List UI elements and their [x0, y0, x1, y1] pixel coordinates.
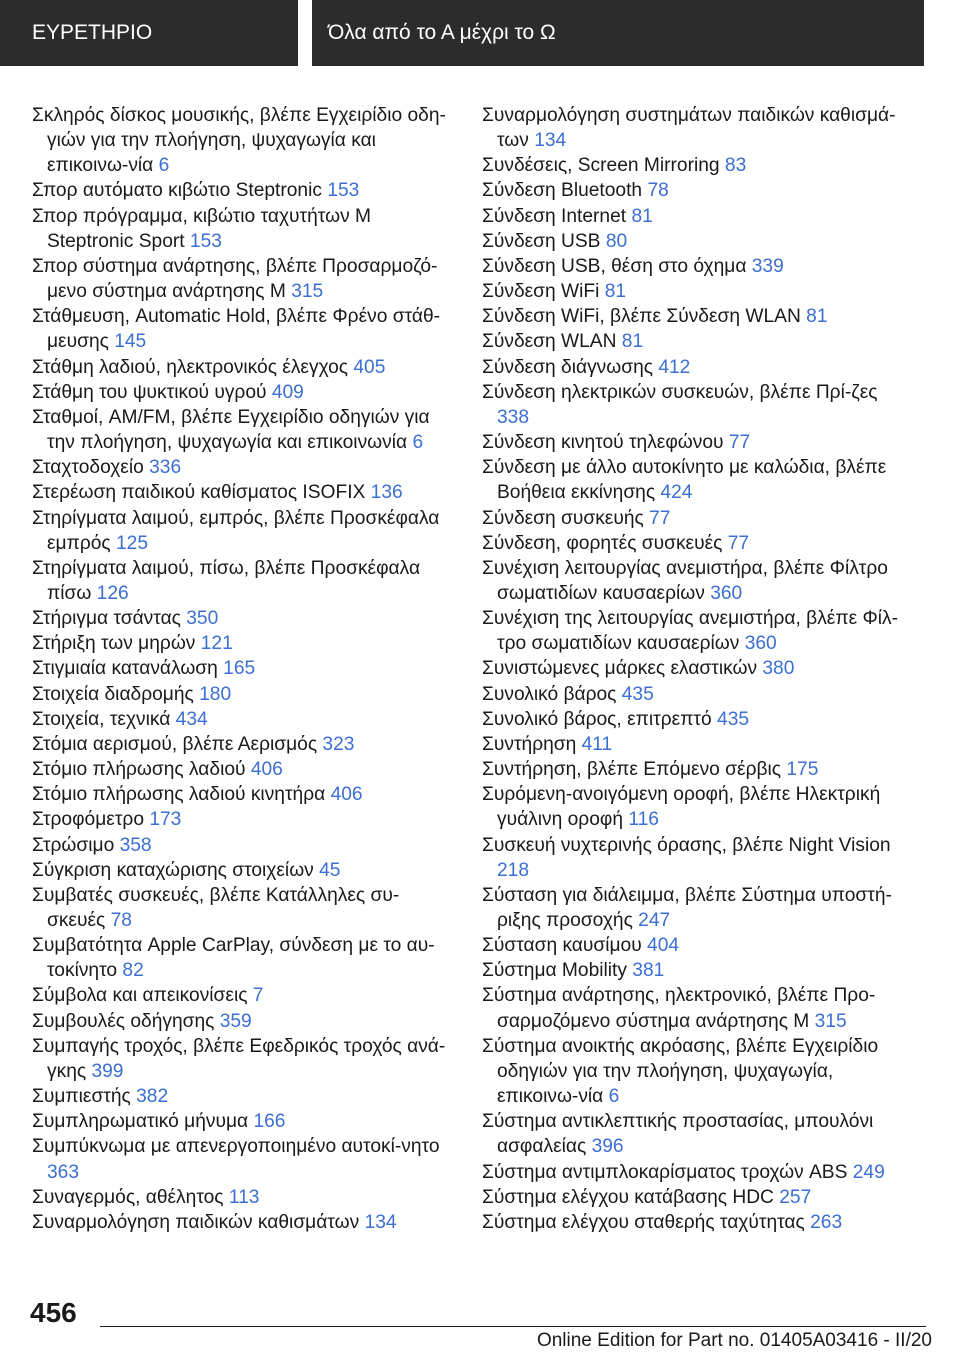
entry-text: Σύγκριση καταχώρισης στοιχείων — [32, 859, 320, 881]
page-link[interactable]: 257 — [779, 1186, 812, 1208]
page-link[interactable]: 381 — [632, 960, 665, 982]
entry-text: Συρόμενη-ανοιγόμενη οροφή, βλέπε Ηλεκτρική γυάλινη οροφή — [482, 784, 881, 831]
page-link[interactable]: 80 — [605, 230, 628, 252]
entry-text: Σύνδεση WiFi — [482, 281, 605, 303]
entry-text: Στιγμιαία κατανάλωση — [32, 658, 224, 680]
index-entry — [32, 933, 457, 983]
entry-text: Στόμιο πλήρωσης λαδιού — [32, 759, 251, 781]
page-link[interactable]: 145 — [114, 331, 147, 353]
entry-text: Στήριγμα τσάντας — [32, 608, 187, 630]
page-link[interactable]: 136 — [370, 482, 403, 504]
page-link[interactable]: 360 — [710, 582, 743, 604]
page-link[interactable]: 404 — [647, 935, 680, 957]
entry-text: Σύνδεση Internet — [482, 205, 632, 227]
page-link[interactable]: 218 — [497, 859, 530, 881]
entry-text: Σπορ σύστημα ανάρτησης, βλέπε Προσαρμοζό‐μενο σύστημα ανάρτησης M — [32, 255, 438, 303]
entry-text: Στρώσιμο — [32, 834, 120, 856]
entry-text: Συνδέσεις, Screen Mirroring — [482, 155, 725, 177]
entry-text: Συνιστώμενες μάρκες ελαστικών — [482, 658, 763, 680]
page-link[interactable]: 249 — [852, 1161, 885, 1183]
entry-text: Σύνδεση, φορητές συσκευές — [482, 532, 728, 554]
index-entry — [32, 304, 457, 354]
entry-text: Συνολικό βάρος, επιτρεπτό — [482, 708, 718, 730]
entry-text: Σύστημα αντικλεπτικής προστασίας, μπουλόνι ασφαλείας — [482, 1111, 874, 1158]
index-entry — [32, 631, 457, 656]
entry-text: Σύνδεση διάγνωσης — [482, 356, 659, 378]
index-entry — [482, 103, 912, 153]
footer-divider — [100, 1326, 926, 1327]
entry-text: Στάθμη λαδιού, ηλεκτρονικός έλεγχος — [32, 356, 354, 378]
entry-text: Σταθμοί, AM/FM, βλέπε Εγχειρίδιο οδηγιών για την πλοήγηση, ψυχαγωγία και επικοινωνία — [32, 406, 430, 454]
page-link[interactable]: 412 — [658, 356, 691, 378]
entry-text: Συναρμολόγηση συστημάτων παιδικών καθισμά‐των — [482, 105, 896, 152]
index-entry — [32, 682, 457, 707]
entry-text: Συναρμολόγηση παιδικών καθισμάτων — [32, 1211, 365, 1233]
index-entry — [32, 204, 457, 254]
page-link[interactable]: 81 — [631, 205, 653, 227]
index-entry — [32, 883, 457, 933]
index-entry — [32, 807, 457, 832]
page-link[interactable]: 424 — [660, 482, 693, 504]
page-link[interactable]: 363 — [47, 1161, 80, 1183]
index-entry — [32, 606, 457, 631]
entry-text: Σύνδεση με άλλο αυτοκίνητο με καλώδια, βλέπε Βοήθεια εκκίνησης — [482, 457, 887, 504]
page-link[interactable]: 406 — [330, 784, 363, 806]
index-entry — [32, 983, 457, 1008]
page-link[interactable]: 125 — [116, 532, 149, 554]
entry-text: Συντήρηση — [482, 733, 582, 755]
index-entry — [482, 1210, 912, 1235]
index-entry — [32, 480, 457, 505]
page-link[interactable]: 77 — [649, 507, 671, 529]
page-link[interactable]: 315 — [291, 281, 324, 303]
index-entry — [482, 757, 912, 782]
page-link[interactable]: 134 — [364, 1211, 397, 1233]
index-entry — [32, 782, 457, 807]
index-entry — [482, 1185, 912, 1210]
index-entry — [32, 380, 457, 405]
index-entry — [482, 1034, 912, 1109]
page-link[interactable]: 113 — [228, 1186, 260, 1208]
index-entry — [482, 556, 912, 606]
entry-text: Στροφόμετρο — [32, 809, 150, 831]
page-link[interactable]: 153 — [327, 180, 360, 202]
entry-text: Στάθμευση, Automatic Hold, βλέπε Φρένο στάθ‐μευσης — [32, 306, 441, 353]
entry-text: Σύνδεση κινητού τηλεφώνου — [482, 432, 729, 454]
index-entry — [32, 1034, 457, 1084]
page-link[interactable]: 121 — [200, 633, 233, 655]
index-entry — [482, 254, 912, 279]
index-entry — [482, 355, 912, 380]
index-entry — [482, 506, 912, 531]
page-link[interactable]: 166 — [253, 1111, 286, 1133]
entry-text: Σκληρός δίσκος μουσικής, βλέπε Εγχειρίδιο οδη‐γιών για την πλοήγηση, ψυχαγωγία και επικοινω‐νία — [32, 105, 446, 177]
entry-text: Συντήρηση, βλέπε Επόμενο σέρβις — [482, 759, 787, 781]
entry-text: Σταχτοδοχείο — [32, 457, 150, 479]
index-entry — [32, 355, 457, 380]
footer-edition: Online Edition for Part no. 01405A03416 - II/20 — [536, 1330, 932, 1351]
index-entry — [482, 279, 912, 304]
page-link[interactable]: 81 — [621, 331, 644, 353]
page-link[interactable]: 180 — [199, 683, 232, 705]
entry-text: Σύστημα ανάρτησης, ηλεκτρονικό, βλέπε Προ‐σαρμοζόμενο σύστημα ανάρτησης M — [482, 985, 876, 1032]
page-link[interactable]: 45 — [319, 859, 341, 881]
page-link[interactable]: 175 — [786, 759, 819, 781]
index-entry — [482, 958, 912, 983]
entry-text: Στάθμη του ψυκτικού υγρού — [32, 381, 272, 403]
index-entry — [482, 732, 912, 757]
page-link[interactable]: 165 — [223, 658, 256, 680]
page-link[interactable]: 6 — [158, 155, 170, 177]
index-entry — [32, 1185, 457, 1210]
index-entry — [482, 1109, 912, 1159]
entry-text: Στερέωση παιδικού καθίσματος ISOFIX — [32, 482, 371, 504]
page-link[interactable]: 350 — [186, 608, 219, 630]
index-entry — [482, 833, 912, 883]
section-tab: ΕΥΡΕΤΗΡΙΟ — [0, 0, 298, 66]
entry-text: Σπορ πρόγραμμα, κιβώτιο ταχυτήτων M Steptronic Sport — [32, 205, 371, 252]
index-entry — [32, 858, 457, 883]
page-link[interactable]: 339 — [751, 255, 784, 277]
index-entry — [32, 405, 457, 455]
index-entry — [482, 983, 912, 1033]
entry-text: Σύνδεση WiFi, βλέπε Σύνδεση WLAN — [482, 306, 807, 328]
page-link[interactable]: 323 — [322, 733, 355, 755]
index-entry — [482, 178, 912, 203]
page-link[interactable]: 126 — [96, 582, 129, 604]
page-number: 456 — [30, 1297, 77, 1328]
entry-text: Στοιχεία διαδρομής — [32, 683, 200, 705]
entry-text: Στηρίγματα λαιμού, εμπρός, βλέπε Προσκέφαλα εμπρός — [32, 507, 440, 554]
page-link[interactable]: 406 — [250, 759, 283, 781]
index-entry — [32, 506, 457, 556]
entry-text: Σύνδεση USB, θέση στο όχημα — [482, 255, 752, 277]
index-entry — [32, 254, 457, 304]
page-link[interactable]: 6 — [412, 432, 424, 454]
entry-text: Στόμια αερισμού, βλέπε Αερισμός — [32, 733, 323, 755]
page-link[interactable]: 7 — [252, 985, 264, 1007]
entry-text: Συνολικό βάρος — [482, 683, 622, 705]
index-entry — [32, 732, 457, 757]
index-entry — [482, 1160, 912, 1185]
page-link[interactable]: 82 — [122, 960, 144, 982]
entry-text: Συνέχιση λειτουργίας ανεμιστήρα, βλέπε Φίλτρο σωματιδίων καυσαερίων — [482, 557, 888, 604]
index-entry — [32, 103, 457, 178]
index-entry — [32, 1210, 457, 1235]
page-link[interactable]: 434 — [175, 708, 208, 730]
index-entry — [482, 229, 912, 254]
index-entry — [32, 757, 457, 782]
page-link[interactable]: 315 — [814, 1010, 847, 1032]
entry-text: Σύστημα Mobility — [482, 960, 633, 982]
entry-text: Στόμιο πλήρωσης λαδιού κινητήρα — [32, 784, 331, 806]
page-link[interactable]: 405 — [353, 356, 386, 378]
page-link[interactable]: 435 — [717, 708, 750, 730]
entry-text: Σύνδεση WLAN — [482, 331, 622, 353]
page-link[interactable]: 153 — [189, 230, 222, 252]
index-entry — [32, 1009, 457, 1034]
index-entry — [32, 1084, 457, 1109]
entry-text: Συμπληρωματικό μήνυμα — [32, 1111, 254, 1133]
index-entry — [32, 1134, 457, 1184]
entry-text: Συνέχιση της λειτουργίας ανεμιστήρα, βλέπε Φίλ‐τρο σωματιδίων καυσαερίων — [482, 608, 899, 655]
page-link[interactable]: 409 — [271, 381, 304, 403]
page-link[interactable]: 247 — [638, 910, 671, 931]
page-link[interactable]: 77 — [727, 532, 750, 554]
page-link[interactable]: 78 — [647, 180, 669, 202]
index-entry — [32, 455, 457, 480]
page-link[interactable]: 382 — [136, 1086, 169, 1108]
entry-text: Σύνδεση Bluetooth — [482, 180, 648, 202]
page-link[interactable]: 411 — [581, 733, 613, 755]
entry-text: Συμπύκνωμα με απενεργοποιημένο αυτοκί‐νητο — [32, 1136, 440, 1158]
page-link[interactable]: 263 — [810, 1211, 843, 1233]
index-entry — [482, 430, 912, 455]
page-link[interactable]: 116 — [628, 809, 659, 831]
index-column-left — [32, 103, 457, 1235]
page-link[interactable]: 396 — [591, 1136, 624, 1158]
page-link[interactable]: 358 — [119, 834, 152, 856]
page-link[interactable]: 173 — [149, 809, 182, 831]
entry-text: Σπορ αυτόματο κιβώτιο Steptronic — [32, 180, 328, 202]
entry-text: Σύνδεση συσκευής — [482, 507, 650, 529]
index-entry — [482, 204, 912, 229]
index-entry — [32, 833, 457, 858]
index-entry — [32, 178, 457, 203]
index-entry — [482, 782, 912, 832]
entry-text: Στηρίγματα λαιμού, πίσω, βλέπε Προσκέφαλα πίσω — [32, 557, 421, 604]
page-link[interactable]: 360 — [744, 633, 777, 655]
entry-text: Σύνδεση USB — [482, 230, 606, 252]
entry-text: Συμβατότητα Apple CarPlay, σύνδεση με το αυ‐τοκίνητο — [32, 935, 435, 982]
entry-text: Συμβουλές οδήγησης — [32, 1010, 220, 1032]
page-link[interactable]: 77 — [728, 432, 751, 454]
entry-text: Στοιχεία, τεχνικά — [32, 708, 176, 730]
index-entry — [482, 380, 912, 430]
page-link[interactable]: 83 — [724, 155, 747, 177]
index-entry — [32, 707, 457, 732]
page-link[interactable]: 78 — [110, 910, 132, 931]
page-link[interactable]: 81 — [806, 306, 828, 328]
page-link[interactable]: 81 — [604, 281, 627, 303]
entry-text: Σύμβολα και απεικονίσεις — [32, 985, 253, 1007]
entry-text: Συμπιεστής — [32, 1086, 137, 1108]
index-entry — [482, 656, 912, 681]
entry-text: Σύσταση καυσίμου — [482, 935, 648, 957]
entry-text: Συμβατές συσκευές, βλέπε Κατάλληλες συ‐σκευές — [32, 884, 400, 931]
entry-text: Σύσταση για διάλειμμα, βλέπε Σύστημα υποστή‐ριξης προσοχής — [482, 884, 892, 931]
index-entry — [482, 606, 912, 656]
index-entry — [32, 656, 457, 681]
entry-text: Σύνδεση ηλεκτρικών συσκευών, βλέπε Πρί‐ζες — [482, 381, 878, 403]
page-link[interactable]: 134 — [534, 130, 567, 152]
page-link[interactable]: 338 — [497, 406, 530, 428]
index-entry — [32, 556, 457, 606]
index-entry — [482, 304, 912, 329]
entry-text: Συναγερμός, αθέλητος — [32, 1186, 229, 1208]
index-entry — [482, 707, 912, 732]
index-entry — [482, 329, 912, 354]
page-link[interactable]: 336 — [149, 457, 182, 479]
index-entry — [482, 933, 912, 958]
index-entry — [482, 682, 912, 707]
header-title: Όλα από το Α μέχρι το Ω — [312, 0, 924, 66]
page-link[interactable]: 6 — [608, 1086, 620, 1108]
index-entry — [482, 455, 912, 505]
entry-text: Συμπαγής τροχός, βλέπε Εφεδρικός τροχός ανά‐γκης — [32, 1035, 446, 1082]
entry-text: Σύστημα ανοικτής ακρόασης, βλέπε Εγχειρίδιο οδηγιών για την πλοήγηση, ψυχαγωγία, επικοινω‐νία — [482, 1035, 879, 1108]
index-entry — [32, 1109, 457, 1134]
page-link[interactable]: 380 — [762, 658, 795, 680]
index-entry — [482, 531, 912, 556]
entry-text: Σύστημα ελέγχου κατάβασης HDC — [482, 1186, 780, 1208]
entry-text: Σύστημα ελέγχου σταθερής ταχύτητας — [482, 1211, 811, 1233]
page-link[interactable]: 435 — [621, 683, 654, 705]
index-entry — [482, 883, 912, 933]
index-column-right — [482, 103, 912, 1235]
page-link[interactable]: 399 — [91, 1060, 124, 1082]
entry-text: Συσκευή νυχτερινής όρασης, βλέπε Night Vision — [482, 834, 891, 856]
page-link[interactable]: 359 — [219, 1010, 252, 1032]
entry-text: Σύστημα αντιμπλοκαρίσματος τροχών ABS — [482, 1161, 853, 1183]
index-entry — [482, 153, 912, 178]
entry-text: Στήριξη των μηρών — [32, 633, 201, 655]
page-header — [0, 0, 960, 66]
